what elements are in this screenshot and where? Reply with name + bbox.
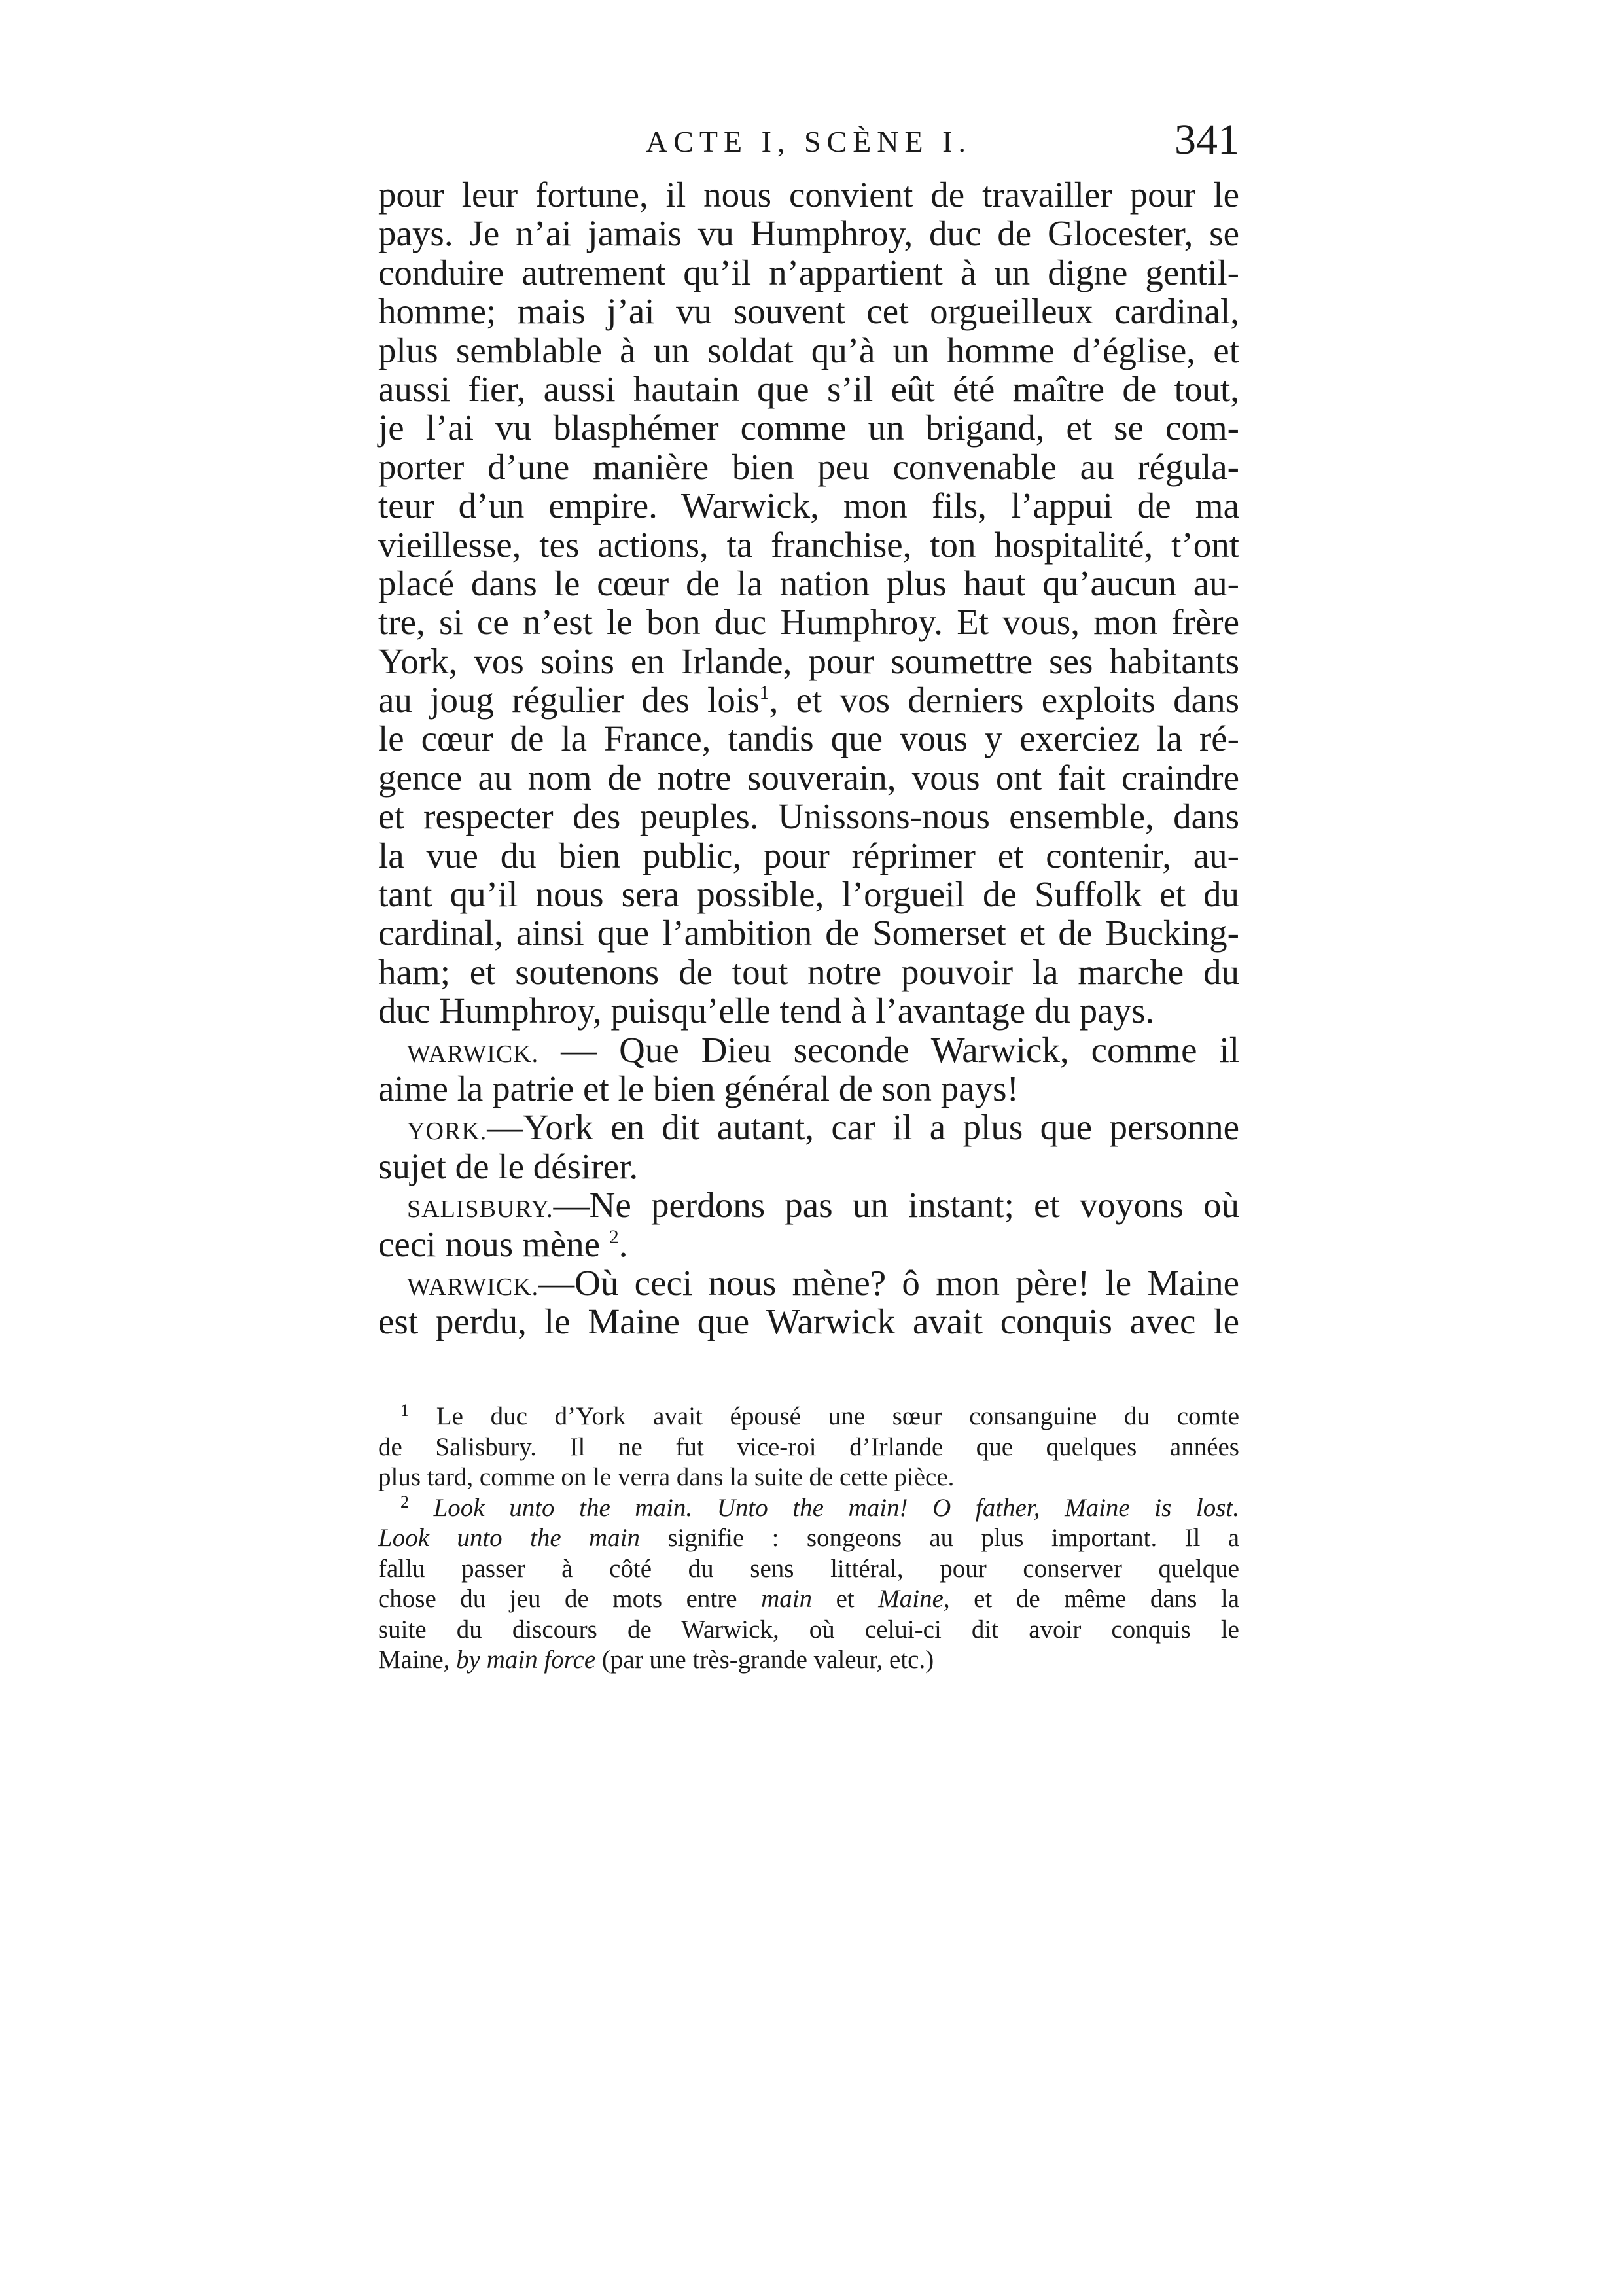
text-line: porter d’une manière bien peu convenable au régula-: [378, 446, 1239, 487]
footnote-marker: 1: [400, 1401, 409, 1420]
text-line: conduire autrement qu’il n’appartient à un digne gentil-: [378, 252, 1239, 292]
speech-text: —Où ceci nous mène? ô mon père! le Maine: [538, 1262, 1239, 1303]
footnote-line: fallu passer à côté du sens littéral, pour conserver quelque: [378, 1554, 1239, 1583]
speaker-name: YORK.: [407, 1118, 487, 1146]
text-fragment: , et vos derniers exploits dans: [769, 680, 1239, 720]
text-line: pour leur fortune, il nous convient de travailler pour le: [378, 175, 1239, 215]
text-line: tre, si ce n’est le bon duc Humphroy. Et vous, mon frère: [378, 602, 1239, 643]
footnote-marker: 2: [400, 1492, 409, 1511]
text-line: et respecter des peuples. Unissons-nous ensemble, dans: [378, 796, 1239, 837]
footnote-line: plus tard, comme on le verra dans la suite de cette pièce.: [378, 1463, 955, 1491]
footnote-text: Le duc d’York avait épousé une sœur consanguine du comte: [436, 1402, 1240, 1430]
speaker-name: WARWICK.: [407, 1273, 539, 1301]
text-line: le cœur de la France, tandis que vous y exerciez la ré-: [378, 718, 1239, 759]
running-head: [378, 115, 1239, 174]
footnotes: [378, 1402, 1239, 1676]
footnote-text: signifie : songeons au plus important. Il a: [667, 1524, 1240, 1552]
text-line: York, vos soins en Irlande, pour soumettre ses habitants: [378, 641, 1239, 681]
footnote-line: [378, 1584, 1239, 1615]
text-line: la vue du bien public, pour réprimer et contenir, au-: [378, 835, 1239, 875]
footnote-ref: 1: [759, 682, 769, 704]
speech-line: [378, 1263, 1239, 1302]
footnote-line: [378, 1493, 1239, 1524]
speech-line: est perdu, le Maine que Warwick avait conquis avec le: [378, 1301, 1239, 1342]
speaker-name: SALISBURY.: [407, 1195, 554, 1224]
footnote-line: de Salisbury. Il ne fut vice-roi d’Irlande que quelques années: [378, 1432, 1239, 1461]
speech-line: sujet de le désirer.: [378, 1146, 639, 1186]
footnote-text: chose du jeu de mots entre: [378, 1585, 737, 1613]
speech-line: ceci nous mène $^2$.: [378, 1224, 628, 1264]
footnote-text: Maine,: [378, 1646, 450, 1674]
text-line: placé dans le cœur de la nation plus haut qu’aucun au-: [378, 563, 1239, 603]
speech-text: — Que Dieu seconde Warwick, comme il: [561, 1029, 1240, 1070]
footnote-quote: Look unto the main. Unto the main! O father, Maine is lost.: [433, 1493, 1240, 1522]
footnote-line: suite du discours de Warwick, où celui-ci dit avoir conquis le: [378, 1615, 1239, 1644]
text-line: duc Humphroy, puisqu’elle tend à l’avantage du pays.: [378, 991, 1155, 1031]
text-line: teur d’un empire. Warwick, mon fils, l’appui de ma: [378, 486, 1239, 526]
speech-line: [378, 1031, 1239, 1069]
footnote-text: et de même dans la: [974, 1585, 1240, 1613]
text-line: pays. Je n’ai jamais vu Humphroy, duc de Glocester, se: [378, 213, 1239, 254]
speech-line: aime la patrie et le bien général de son pays!: [378, 1068, 1019, 1108]
page-number: 341: [1174, 116, 1239, 164]
footnote-line: [378, 1523, 1239, 1554]
footnote-ref: 2: [609, 1226, 619, 1248]
footnote-word: by main force: [456, 1646, 596, 1674]
text-fragment: au joug régulier des lois: [378, 680, 760, 720]
text-line: [378, 680, 1239, 719]
running-title: ACTE I, SCÈNE I.: [646, 125, 972, 158]
speech-text: —York en dit autant, car il a plus que personne: [487, 1107, 1239, 1148]
footnote-word: main: [761, 1585, 813, 1613]
speech-text: ceci nous mène: [378, 1224, 601, 1264]
speaker-name: WARWICK.: [407, 1040, 539, 1068]
text-line: aussi fier, aussi hautain que s’il eût été maître de tout,: [378, 368, 1239, 409]
text-line: cardinal, ainsi que l’ambition de Somerset et de Bucking-: [378, 913, 1239, 953]
main-text: [378, 175, 1239, 1341]
text-line: vieillesse, tes actions, ta franchise, ton hospitalité, t’ont: [378, 524, 1239, 565]
footnote-text: et: [836, 1585, 855, 1613]
text-line: plus semblable à un soldat qu’à un homme d’église, et: [378, 330, 1239, 370]
speech-text: —Ne perdons pas un instant; et voyons où: [553, 1185, 1239, 1226]
footnote-text: (par une très-grande valeur, etc.): [601, 1646, 934, 1674]
speech-line: [378, 1108, 1239, 1146]
text-line: je l’ai vu blasphémer comme un brigand, et se com-: [378, 408, 1239, 448]
speech-line: [378, 1186, 1239, 1224]
text-line: ham; et soutenons de tout notre pouvoir la marche du: [378, 951, 1239, 992]
footnote-line: [378, 1645, 1239, 1676]
footnote-quote: Look unto the main: [378, 1524, 640, 1552]
text-line: homme; mais j’ai vu souvent cet orgueilleux cardinal,: [378, 291, 1239, 332]
footnote-word: Maine,: [878, 1585, 950, 1613]
footnote-line: [378, 1402, 1239, 1432]
text-line: tant qu’il nous sera possible, l’orgueil de Suffolk et du: [378, 874, 1239, 915]
text-line: gence au nom de notre souverain, vous ont fait craindre: [378, 757, 1239, 798]
